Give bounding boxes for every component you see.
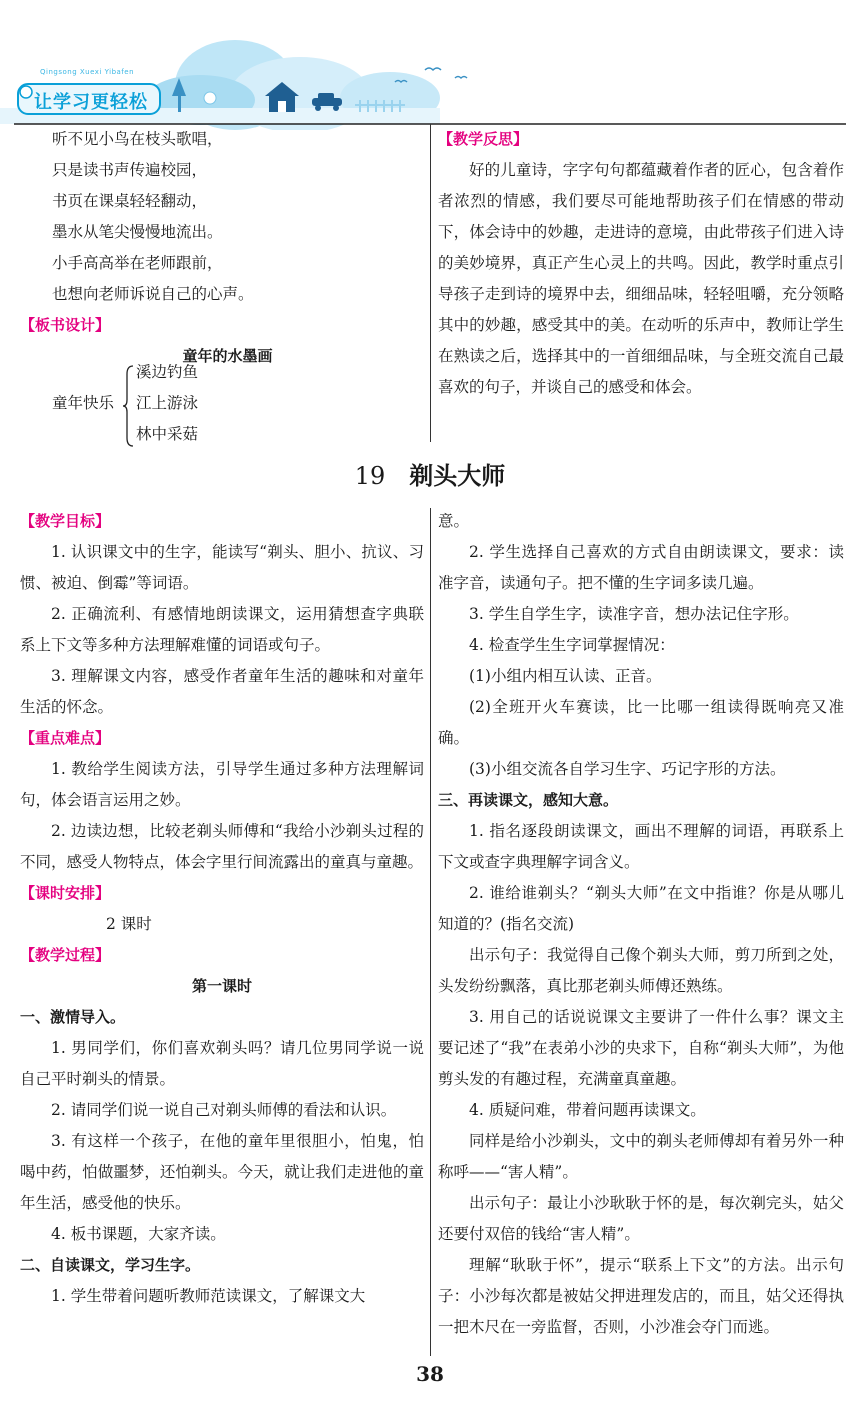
brand-logo-text: 让学习更轻松: [34, 92, 148, 113]
step-item: 1. 男同学们，你们喜欢剃头吗？请几位男同学说一说自己平时剃头的情景。: [20, 1039, 424, 1088]
poem-line: 书页在课桌轻轻翻动，: [52, 192, 208, 210]
board-item: 林中采菇: [136, 425, 199, 443]
goal-item: 3. 理解课文内容，感受作者童年生活的趣味和对童年生活的怀念。: [20, 667, 424, 716]
board-item: 溪边钓鱼: [136, 363, 199, 381]
step-item: 3. 用自己的话说说课文主要讲了一件什么事？课文主要记述了“我”在表弟小沙的央求下，自称“剃头大师”，为他剪头发的有趣过程，充满童真童趣。: [438, 1008, 844, 1088]
step-item: 4. 检查学生生字词掌握情况：: [469, 636, 675, 654]
poem-line: 也想向老师诉说自己的心声。: [52, 285, 254, 303]
step-item: 2. 请同学们说一说自己对剃头师傅的看法和认识。: [51, 1101, 397, 1119]
sub-step-item: (2)全班开火车赛读，比一比哪一组读得既响亮又准确。: [438, 698, 844, 747]
lesson-number: 19: [354, 462, 386, 490]
column-divider-top: [430, 124, 431, 442]
reflection-tag: 【教学反思】: [438, 130, 529, 148]
key-points-tag: 【重点难点】: [20, 729, 111, 747]
step-item: 3. 学生自学生字，读准字音，想办法记住字形。: [469, 605, 799, 623]
sub-step-item: (3)小组交流各自学习生字、巧记字形的方法。: [469, 760, 786, 778]
schedule-tag: 【课时安排】: [20, 884, 111, 902]
board-title: 童年的水墨画: [182, 347, 273, 365]
poem-line: 墨水从笔尖慢慢地流出。: [52, 223, 223, 241]
lesson-name: 剃头大师: [409, 462, 506, 490]
board-item: 江上游泳: [136, 394, 199, 412]
board-design-tag: 【板书设计】: [20, 316, 111, 334]
reflection-text: 好的儿童诗，字字句句都蕴藏着作者的匠心，包含着作者浓烈的情感，我们要尽可能地帮助孩子们在情感的带动下，体会诗中的妙趣，走进诗的意境，由此带孩子们进入诗的美妙境界，真正产生心灵上的共鸣。因此，教学时重点引导孩子走到诗的境界中去，细细品味，轻轻咀嚼，充分领略其中的妙趣，感受其中的美。在动听的乐声中，教师让学生在熟读之后，选择其中的一首细细品味，与全班交流自己最喜欢的句子，并谈自己的感受和体会。: [438, 161, 844, 396]
brand-pinyin: Qingsong Xuexi Yibafen: [40, 68, 135, 76]
step-item: 1. 指名逐段朗读课文，画出不理解的词语，再联系上下文或查字典理解字词含义。: [438, 822, 844, 871]
quote-text: 出示句子：最让小沙耿耿于怀的是，每次剃完头，姑父还要付双倍的钱给“害人精”。: [438, 1194, 844, 1243]
poem-line: 只是读书声传遍校园，: [52, 161, 208, 179]
page-header-banner: [0, 0, 860, 130]
section-heading: 一、激情导入。: [20, 1008, 126, 1026]
bottom-left-column: [20, 506, 424, 1312]
column-divider-bottom: [430, 508, 431, 1356]
goal-item: 1. 认识课文中的生字，能读写“剃头、胆小、抗议、习惯、被迫、倒霉”等词语。: [20, 543, 424, 592]
section-heading: 三、再读课文，感知大意。: [438, 791, 619, 809]
poem-line: 小手高高举在老师跟前，: [52, 254, 223, 272]
quote-text: 出示句子：我觉得自己像个剃头大师，剪刀所到之处，头发纷纷飘落，真比那老剃头师傅还熟练。: [438, 946, 844, 995]
first-lesson-heading: 第一课时: [191, 977, 252, 995]
page-number: 38: [416, 1362, 444, 1386]
goal-item: 2. 正确流利、有感情地朗读课文，运用猜想查字典联系上下文等多种方法理解难懂的词语或句子。: [20, 605, 424, 654]
goals-tag: 【教学目标】: [20, 512, 111, 530]
step-item: 4. 板书课题，大家齐读。: [51, 1225, 226, 1243]
board-brace: [123, 364, 135, 448]
step-item: 2. 学生选择自己喜欢的方式自由朗读课文，要求：读准字音，读通句子。把不懂的生字词多读几遍。: [438, 543, 844, 592]
body-text: 同样是给小沙剃头，文中的剃头老师傅却有着另外一种称呼——“害人精”。: [438, 1132, 844, 1181]
step-item: 1. 学生带着问题听教师范读课文，了解课文大: [51, 1287, 366, 1305]
top-right-column: [438, 124, 844, 403]
process-tag: 【教学过程】: [20, 946, 111, 964]
lesson-title: [0, 458, 860, 494]
body-text: 理解“耿耿于怀”，提示“联系上下文”的方法。出示句子：小沙每次都是被姑父押进理发店的，而且，姑父还得执一把木尺在一旁监督，否则，小沙准会夺门而逃。: [438, 1256, 844, 1336]
top-left-column: [20, 124, 425, 372]
step-item: 2. 谁给谁剃头？“剃头大师”在文中指谁？你是从哪儿知道的？(指名交流): [438, 884, 844, 933]
schedule-text: 2 课时: [106, 915, 152, 933]
key-point-item: 1. 教给学生阅读方法，引导学生通过多种方法理解词句，体会语言运用之妙。: [20, 760, 424, 809]
key-point-item: 2. 边读边想，比较老剃头师傅和“我给小沙剃头过程的不同，感受人物特点，体会字里行间流露出的童真与童趣。: [20, 822, 424, 871]
section-heading: 二、自读课文，学习生字。: [20, 1256, 201, 1274]
continued-text: 意。: [438, 512, 470, 530]
step-item: 4. 质疑问难，带着问题再读课文。: [469, 1101, 706, 1119]
poem-line: 听不见小鸟在枝头歌唱，: [52, 130, 223, 148]
step-item: 3. 有这样一个孩子，在他的童年里很胆小，怕鬼，怕喝中药，怕做噩梦，还怕剃头。今天，就让我们走进他的童年生活，感受他的快乐。: [20, 1132, 424, 1212]
board-root: 童年快乐: [52, 394, 115, 412]
bottom-right-column: [438, 506, 844, 1343]
sub-step-item: (1)小组内相互认读、正音。: [469, 667, 662, 685]
